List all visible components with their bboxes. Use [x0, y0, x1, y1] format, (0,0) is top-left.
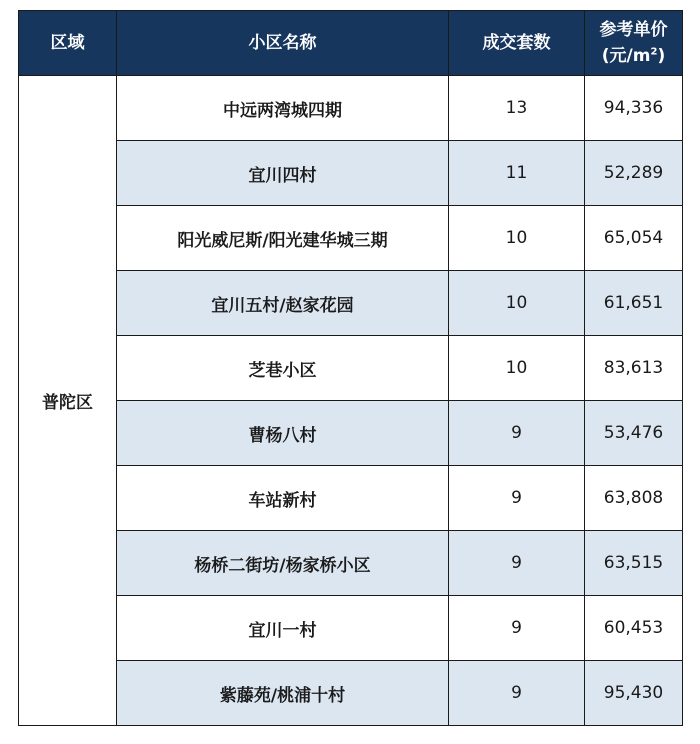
header-price	[585, 11, 683, 76]
transaction-count-cell: 13	[449, 76, 585, 141]
community-name-cell: 曹杨八村	[117, 401, 449, 466]
community-name-cell: 宜川五村/赵家花园	[117, 271, 449, 336]
transaction-count-cell: 9	[449, 466, 585, 531]
unit-price-cell: 94,336	[585, 76, 683, 141]
table-row	[19, 206, 683, 271]
unit-price-cell: 61,651	[585, 271, 683, 336]
unit-price-cell: 52,289	[585, 141, 683, 206]
community-name-cell: 中远两湾城四期	[117, 76, 449, 141]
table-row	[19, 466, 683, 531]
transaction-count-cell: 9	[449, 661, 585, 726]
transaction-count-cell: 10	[449, 336, 585, 401]
transaction-count-cell: 9	[449, 531, 585, 596]
community-name-cell: 宜川四村	[117, 141, 449, 206]
table-row	[19, 401, 683, 466]
unit-price-cell: 53,476	[585, 401, 683, 466]
transactions-table-wrapper	[18, 10, 682, 726]
unit-price-cell: 65,054	[585, 206, 683, 271]
header-price-unit: (元$/m^2$)	[601, 46, 666, 66]
community-name-cell: 宜川一村	[117, 596, 449, 661]
community-name-cell: 紫藤苑/桃浦十村	[117, 661, 449, 726]
transaction-count-cell: 9	[449, 596, 585, 661]
transaction-count-cell: 10	[449, 271, 585, 336]
transaction-count-cell: 11	[449, 141, 585, 206]
table-body	[19, 76, 683, 726]
unit-price-cell: 83,613	[585, 336, 683, 401]
table-row	[19, 141, 683, 206]
unit-price-cell: 63,808	[585, 466, 683, 531]
transaction-count-cell: 10	[449, 206, 585, 271]
header-region: 区域	[19, 11, 117, 76]
community-name-cell: 车站新村	[117, 466, 449, 531]
header-name: 小区名称	[117, 11, 449, 76]
community-name-cell: 杨桥二街坊/杨家桥小区	[117, 531, 449, 596]
unit-price-cell: 95,430	[585, 661, 683, 726]
table-row	[19, 531, 683, 596]
header-count: 成交套数	[449, 11, 585, 76]
table-row	[19, 661, 683, 726]
table-row	[19, 271, 683, 336]
transactions-table	[18, 10, 683, 726]
header-price-line1: 参考单价	[599, 20, 668, 40]
table-row	[19, 596, 683, 661]
community-name-cell: 阳光威尼斯/阳光建华城三期	[117, 206, 449, 271]
unit-price-cell: 63,515	[585, 531, 683, 596]
unit-price-cell: 60,453	[585, 596, 683, 661]
region-cell: 普陀区	[19, 76, 117, 726]
header-row	[19, 11, 683, 76]
transaction-count-cell: 9	[449, 401, 585, 466]
table-row	[19, 336, 683, 401]
community-name-cell: 芝巷小区	[117, 336, 449, 401]
table-row	[19, 76, 683, 141]
